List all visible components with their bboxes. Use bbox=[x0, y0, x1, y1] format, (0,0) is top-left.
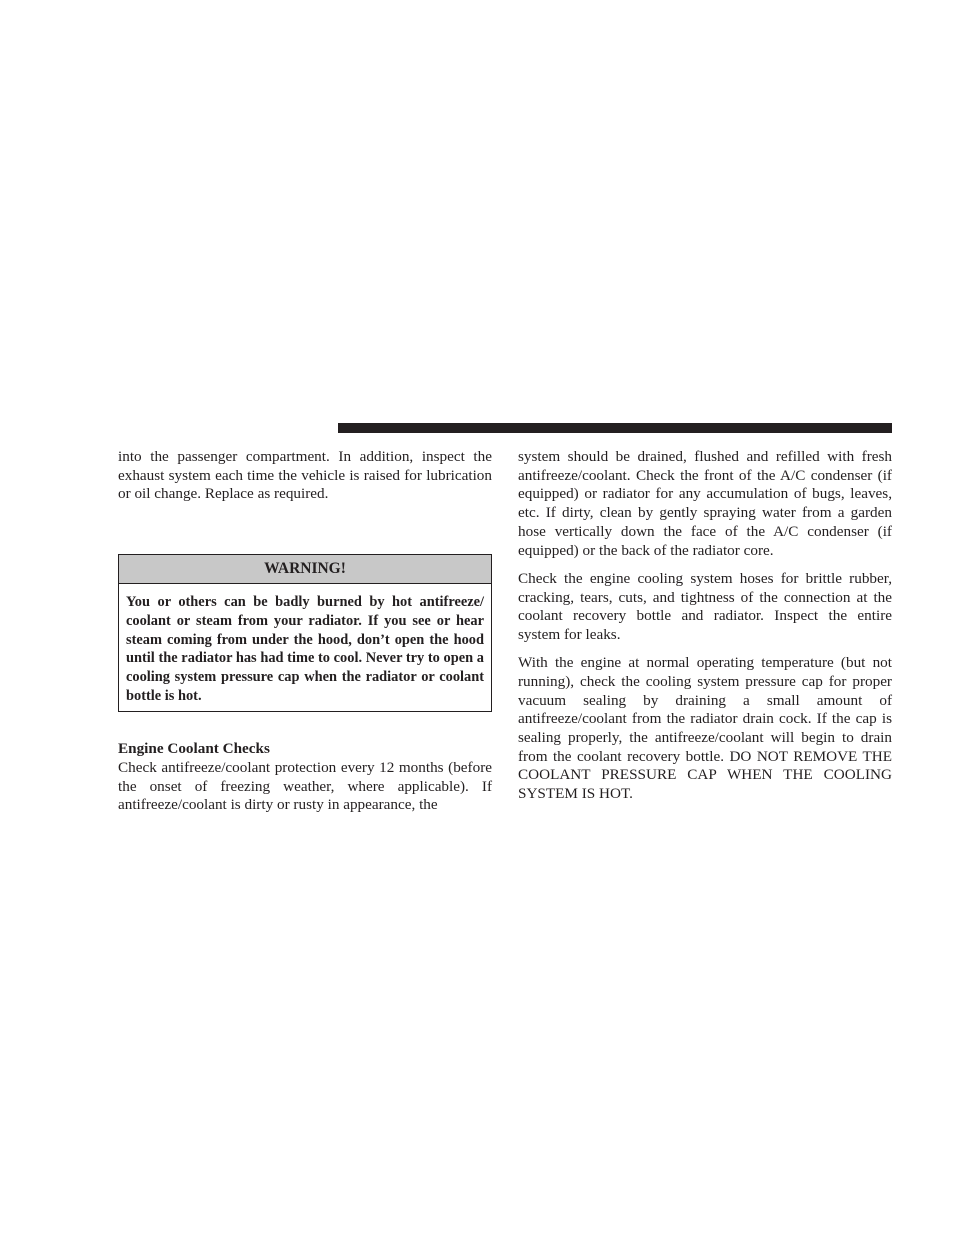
right-column bbox=[518, 448, 892, 804]
left-column bbox=[118, 448, 492, 815]
warning-title: WARNING! bbox=[119, 555, 491, 584]
section-paragraph: Check antifreeze/coolant protection every 12 months (before the onset of freezing weather, where applicable). If antifreeze/coolant is dirty or rusty in appearance, the bbox=[118, 759, 492, 814]
paragraph-hoses: Check the engine cooling system hoses for brittle rubber, cracking, tears, cuts, and tightness of the connection at the coolant recovery bottle and radiator. Inspect the entire system for leaks. bbox=[518, 569, 892, 643]
paragraph-condenser: system should be drained, flushed and refilled with fresh antifreeze/coolant. Check the front of the A/C condenser (if equipped) or radiator for any accumulation of bugs, leaves, etc. If dirty, clean by gently spraying water from a garden hose vertically down the face of the A/C condenser (if equipped) or the back of the radiator core. bbox=[518, 448, 892, 559]
section-heading: Engine Coolant Checks bbox=[118, 740, 270, 758]
paragraph-pressure-cap: With the engine at normal operating temperature (but not running), check the cooling system pressure cap for proper vacuum sealing by draining a small amount of antifreeze/coolant from the radiator drain cock. If the cap is sealing properly, the antifreeze/coolant will begin to drain from the coolant recovery bottle. DO NOT REMOVE THE COOLANT PRESSURE CAP WHEN THE COOLING SYSTEM IS HOT. bbox=[518, 654, 892, 803]
warning-box bbox=[118, 554, 492, 712]
intro-paragraph: into the passenger compartment. In addition, inspect the exhaust system each time the vehicle is raised for lubrication or oil change. Replace as required. bbox=[118, 448, 492, 503]
warning-body: You or others can be badly burned by hot antifreeze/​coolant or steam from your radiator. If you see or hear steam coming from under the hood, don’t open the hood until the radiator has had time to cool. Never try to open a cooling system pressure cap when the radiator or coolant bottle is hot. bbox=[126, 594, 484, 704]
header-rule bbox=[338, 423, 892, 433]
